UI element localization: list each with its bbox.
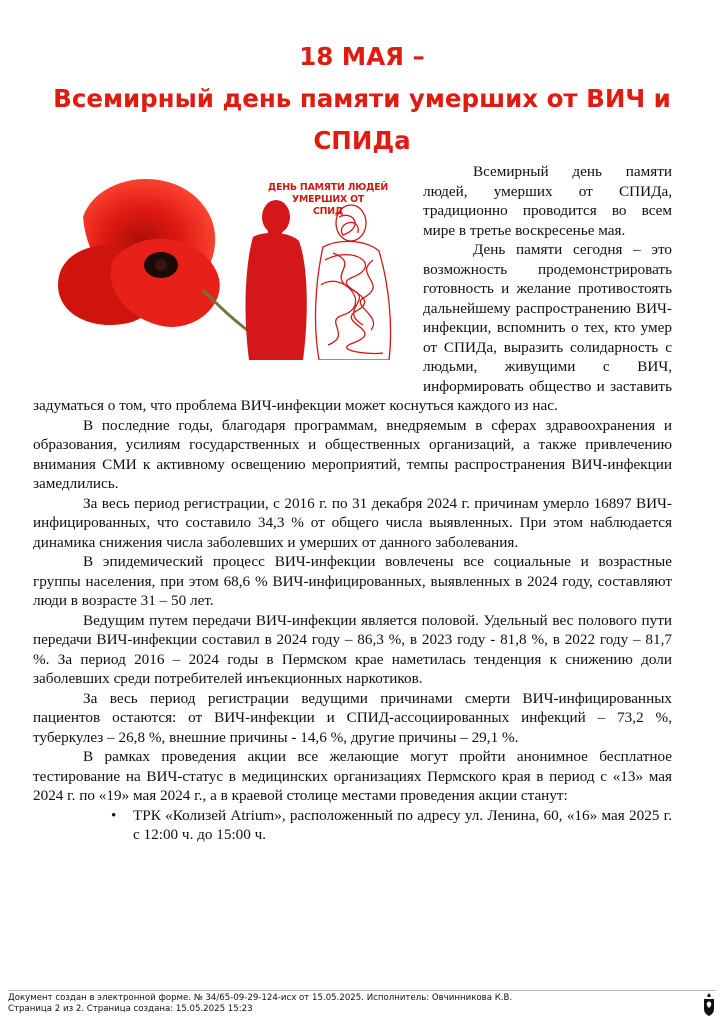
paragraph: За весь период регистрации, с 2016 г. по 31 декабря 2024 г. причинам умерло 16897 ВИЧ-инфицированных, что составило 34,3 % от общего числа выявленных. При этом наблюдается динамика снижения числа заболевших и умерших от данного заболевания. xyxy=(33,494,672,551)
title-line: Всемирный день памяти умерших от ВИЧ и xyxy=(53,84,671,113)
footer-divider xyxy=(8,990,716,991)
paragraph: В рамках проведения акции все желающие могут пройти анонимное бесплатное тестирование на ВИЧ-статус в медицинских организациях Пермского края в период с «13» мая 2024 г. по «19» мая 2024 г., а в краевой столице местами проведения акции станут: xyxy=(33,748,672,804)
bullet-list xyxy=(33,806,672,845)
document-footer xyxy=(8,993,678,1014)
paragraph: За весь период регистрации ведущими причинами смерти ВИЧ-инфицированных пациентов остаются: от ВИЧ-инфекции и СПИД-ассоциированных инфекций – 73,2 %, туберкулез – 26,8 %, внешние причины - 14,6 %, другие причины – 29,1 %. xyxy=(33,689,672,746)
bullet-dot-icon: • xyxy=(111,806,117,824)
poster-caption-line: УМЕРШИХ ОТ xyxy=(291,194,365,205)
paragraph: В эпидемический процесс ВИЧ-инфекции вовлечены все социальные и возрастные группы населения, при этом 68,6 % ВИЧ-инфицированных, выявленных в 2024 году, составляют люди в возрасте 31 – 50 лет. xyxy=(33,553,672,609)
document-body xyxy=(33,162,672,845)
footer-registration-line: Документ создан в электронной форме. № 34/65-09-29-124-исх от 15.05.2025. Исполнитель: Овчинникова К.В. xyxy=(8,993,513,1003)
image-wrap-spacer xyxy=(33,162,423,378)
paragraph: Всемирный день памяти людей, умерших от СПИДа, традиционно проводится во всем мире в третье воскресенье мая. xyxy=(423,163,672,239)
paragraph: Ведущим путем передачи ВИЧ-инфекции является половой. Удельный вес полового пути передачи ВИЧ-инфекции составил в 2024 году – 86,3 %, в 2023 году - 81,8 %, в 2022 году – 81,7 %. За период 2016 – 2024 годы в Пермском крае наметилась тенденция к снижению доли заболевших среди потребителей инъекционных наркотиков. xyxy=(33,611,672,687)
coat-of-arms-icon xyxy=(702,993,716,1017)
paragraph: В последние годы, благодаря программам, внедряемым в сферах здравоохранения и образования, усилиям государственных и общественных организаций, а также привлечению внимания СМИ к активному освещению мероприятий, темпы распространения ВИЧ-инфекции замедлились. xyxy=(33,416,672,492)
list-item xyxy=(111,806,672,845)
page-title xyxy=(40,36,684,162)
title-line: СПИДа xyxy=(313,126,411,155)
footer-page-line: Страница 2 из 2. Страница создана: 15.05.2025 15:23 xyxy=(8,1003,253,1014)
title-line: 18 МАЯ – xyxy=(299,42,425,71)
poster-caption-line: СПИД xyxy=(312,206,344,217)
paragraph: День памяти сегодня – это возможность продемонстрировать готовность и желание противостоять дальнейшему распространению ВИЧ-инфекции, вспомнить о тех, кто умер от СПИДа, выразить солидарность с людьми, живущими с ВИЧ, информировать общество и заставить задуматься о том, что проблема ВИЧ-инфекции может коснуться каждого из нас. xyxy=(33,241,672,414)
poster-caption-line: ДЕНЬ ПАМЯТИ ЛЮДЕЙ xyxy=(267,182,389,193)
list-item-text: ТРК «Колизей Atrium», расположенный по адресу ул. Ленина, 60, «16» мая 2025 г. с 12:00 ч. до 15:00 ч. xyxy=(133,806,672,843)
